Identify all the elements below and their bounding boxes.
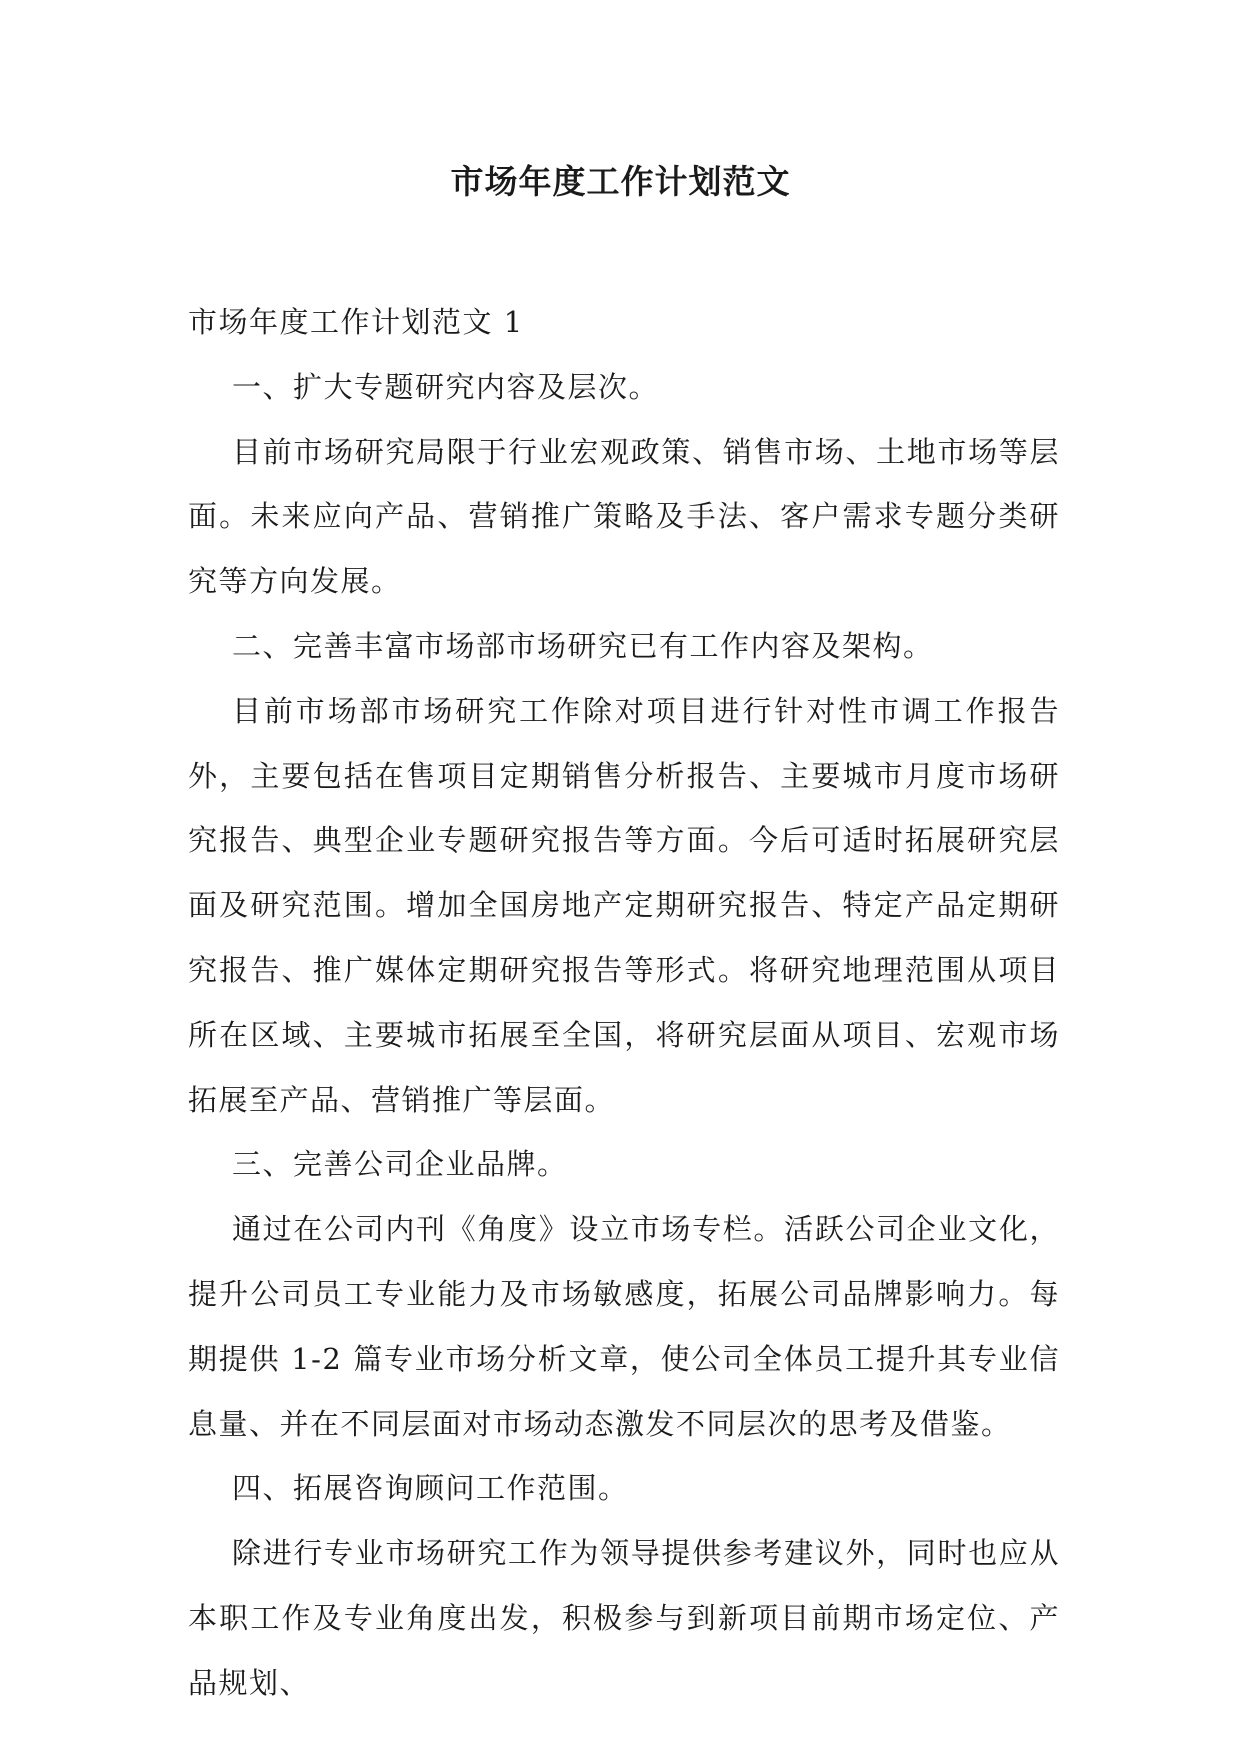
body-paragraph-1: 目前市场研究局限于行业宏观政策、销售市场、土地市场等层面。未来应向产品、营销推广策略及手法、客户需求专题分类研究等方向发展。 [188, 434, 1060, 599]
point-heading-1: 一、扩大专题研究内容及层次。 [232, 369, 660, 404]
body-paragraph-4: 除进行专业市场研究工作为领导提供参考建议外，同时也应从本职工作及专业角度出发，积极参与到新项目前期市场定位、产品规划、 [188, 1536, 1060, 1700]
point-heading-3: 三、完善公司企业品牌。 [232, 1147, 568, 1182]
document-body [188, 290, 1060, 1716]
body-paragraph-3: 通过在公司内刊《角度》设立市场专栏。活跃公司企业文化，提升公司员工专业能力及市场敏感度，拓展公司品牌影响力。每期提供 1-2 篇专业市场分析文章，使公司全体员工提升其专业信息量、并在不同层面对市场动态激发不同层次的思考及借鉴。 [188, 1212, 1060, 1441]
point-heading-2: 二、完善丰富市场部市场研究已有工作内容及架构。 [232, 628, 934, 663]
point-heading-4: 四、拓展咨询顾问工作范围。 [232, 1471, 629, 1506]
body-paragraph-2: 目前市场部市场研究工作除对项目进行针对性市调工作报告外，主要包括在售项目定期销售分析报告、主要城市月度市场研究报告、典型企业专题研究报告等方面。今后可适时拓展研究层面及研究范围。增加全国房地产定期研究报告、特定产品定期研究报告、推广媒体定期研究报告等形式。将研究地理范围从项目所在区域、主要城市拓展至全国，将研究层面从项目、宏观市场拓展至产品、营销推广等层面。 [188, 693, 1060, 1117]
section-heading: 市场年度工作计划范文 1 [188, 305, 524, 339]
document-title: 市场年度工作计划范文 [450, 162, 791, 201]
